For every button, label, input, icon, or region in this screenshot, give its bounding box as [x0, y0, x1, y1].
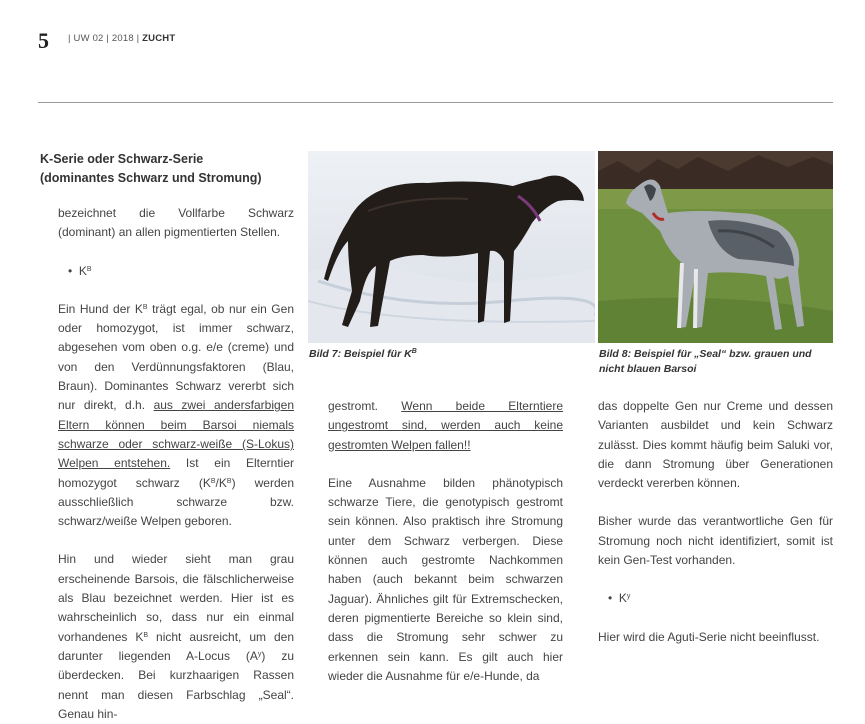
paragraph-aguti: Hier wird die Aguti-Serie nicht beeinflusst. [598, 629, 820, 644]
paragraph-creme: das doppelte Gen nur Creme und dessen Varianten ausbildet und kein Schwarz zulässt. Dies kommt häufig beim Saluki vor, die dann Stromung über Generationen verdeckt vererben können. [598, 399, 833, 491]
superscript: y [257, 650, 262, 658]
text-column-2 [328, 397, 563, 686]
superscript: B [143, 631, 149, 639]
photo-black-borzoi [308, 151, 595, 343]
caption-bild-7 [309, 347, 589, 362]
paragraph-seal [58, 550, 294, 724]
text-run: ) zu überdecken. Bei kurzhaarigen Rassen nennt man diesen Farbschlag „Seal“. Genau hin- [58, 648, 294, 721]
paragraph-ausnahme: Eine Ausnahme bilden phänotypisch schwarze Tiere, die genotypisch gestromt sein können. Also praktisch ihre Stromung unter dem Schwarz verbergen. Diese können auch gestromte Nachkommen haben (auch bekannt beim schwarzen Jaguar). Ähnliches gilt für Extremschecken, deren pigmentierte Bereiche so klein sind, dass die Stromung sehr schwer zu erkennen sein kann. Es gilt auch hier wieder die Ausnahme für e/e-Hunde, da [328, 475, 563, 683]
bullet-superscript: B [86, 265, 92, 273]
section-heading [40, 150, 290, 188]
paragraph-stromung [328, 397, 563, 455]
text-run: ) werden ausschließlich schwarze bzw. schwarz/weiße Welpen geboren. [58, 475, 294, 529]
underlined-text: aus zwei andersfarbigen Eltern können beim Barsoi niemals schwarze oder schwarz-weiße (S-Lokus) Welpen entstehen. [58, 398, 295, 471]
heading-line-2: (dominantes Schwarz und Stromung) [40, 171, 262, 185]
running-header [68, 33, 175, 44]
text-run: Ist ein Elterntier homozygot schwarz (K [58, 456, 294, 490]
section-label: ZUCHT [142, 33, 176, 44]
superscript: B [210, 477, 216, 485]
header-rule [38, 102, 833, 103]
text-column-1 [58, 204, 294, 724]
text-run: nicht ausreicht, um den darunter liegenden A-Locus (A [58, 629, 294, 663]
issue-label: | UW 02 | 2018 | [68, 33, 140, 44]
underlined-text: Wenn beide Elterntiere ungestromt sind, werden auch keine gestromten Welpen fallen!! [328, 399, 563, 452]
caption-superscript: B [411, 348, 417, 355]
page-number: 5 [38, 28, 49, 53]
photo-seal-borzoi [598, 151, 833, 343]
text-run: trägt egal, ob nur ein Gen oder homozygot, ist immer schwarz, abgesehen vom oben o.g. e/e (creme) und von den Verdünnungsfaktoren (Blau, Braun). Dominantes Schwarz vererbt sich nur direkt, d.h. [58, 301, 294, 413]
text-run: Hin und wieder sieht man grau erscheinende Barsois, die fälschlicherweise als Blau bezeichnet werden. Hier ist es wahrscheinlich so, dass nur ein einmal vorhandenes K [58, 552, 294, 644]
bullet-kb: • $K^B$ [68, 263, 92, 278]
caption-text: Bild 7: Beispiel für K [309, 348, 412, 360]
text-column-3 [598, 397, 833, 647]
bullet-ky: • $K^y$ [608, 591, 631, 606]
paragraph-kb [58, 300, 294, 532]
caption-bild-8: Bild 8: Beispiel für „Seal“ bzw. grauen und nicht blauen Barsoi [599, 348, 812, 375]
superscript: B [142, 303, 148, 311]
heading-line-1: K-Serie oder Schwarz-Serie [40, 152, 204, 166]
text-run: Ein Hund der K [58, 301, 143, 316]
paragraph-gen-test: Bisher wurde das verantwortliche Gen für Stromung noch nicht identifiziert, somit ist kein Gen-Test vorhanden. [598, 514, 833, 568]
bullet-label: K [618, 591, 627, 606]
text-run: gestromt. [328, 399, 402, 413]
superscript: B [226, 477, 232, 485]
text-run: /K [215, 475, 227, 490]
bullet-label: K [78, 263, 87, 278]
bullet-superscript: y [626, 593, 631, 601]
intro-paragraph: bezeichnet die Vollfarbe Schwarz (dominant) an allen pigmentierten Stellen. [58, 206, 294, 240]
